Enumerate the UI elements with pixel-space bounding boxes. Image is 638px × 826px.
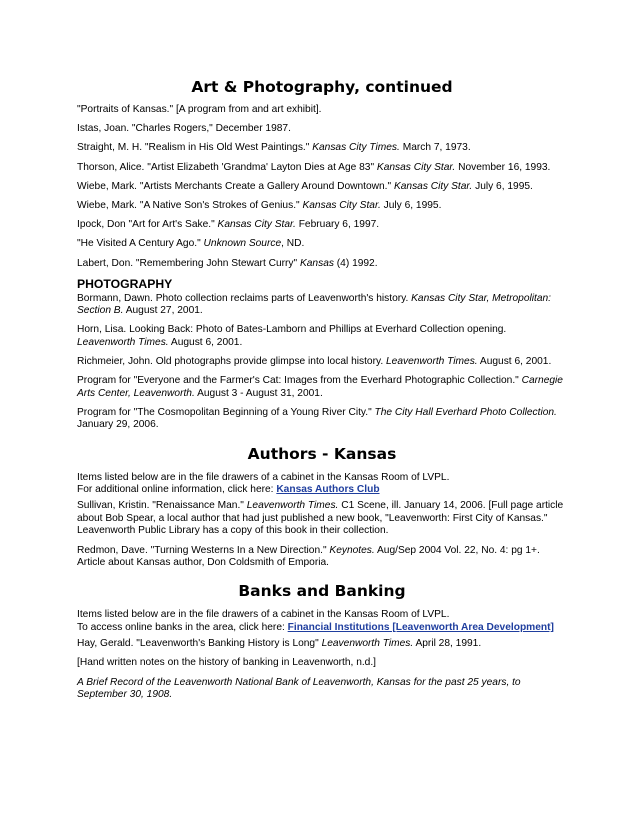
art-entry [77, 181, 567, 193]
banks-entries [77, 638, 567, 701]
entry-date: March 7, 1973. [399, 142, 471, 154]
art-entry [77, 162, 567, 174]
entry-text: Labert, Don. "Remembering John Stewart Curry" [77, 257, 300, 269]
entry-date: August 27, 2001. [123, 305, 203, 317]
banks-entry: A Brief Record of the Leavenworth National Bank of Leavenworth, Kansas for the past 25 years, to September 30, 1908. [77, 676, 521, 700]
entry-source: Keynotes. [329, 544, 375, 556]
entry-source: Leavenworth Times. [246, 500, 339, 512]
entry-text: Richmeier, John. Old photographs provide glimpse into local history. [77, 356, 386, 368]
entry-details: C1 Scene, ill. January 14, 2006. [Full page article about Bob Spear, a local author that had just published a new book, "Leavenworth: First City of Kansas." Leavenworth Public Library has a copy of this book in their collection. [77, 500, 564, 537]
entry-source: Kansas City Star, Metropolitan: Section B. [77, 292, 551, 317]
financial-institutions-link[interactable]: Financial Institutions [Leavenworth Area Development] [287, 621, 554, 633]
entry-date: February 6, 1997. [295, 219, 380, 231]
entry-text: Redmon, Dave. "Turning Westerns In a New Direction." [77, 544, 330, 556]
entry-date: , ND. [281, 238, 305, 250]
art-entry [77, 142, 567, 154]
art-entry [77, 123, 567, 135]
entry-text: Sullivan, Kristin. "Renaissance Man." [77, 500, 247, 512]
entry-date: July 6, 1995. [380, 200, 442, 212]
entry-date: April 28, 1991. [413, 638, 482, 650]
art-entry [77, 238, 567, 250]
entry-text: [Hand written notes on the history of banking in Leavenworth, n.d.] [77, 657, 377, 669]
entry-source: Kansas City Times. [312, 142, 400, 154]
entry-date: August 3 - August 31, 2001. [194, 387, 323, 399]
entry-text: Straight, M. H. "Realism in His Old West Paintings." [77, 142, 313, 154]
entry-text: Ipock, Don "Art for Art's Sake." [77, 219, 218, 231]
photography-entry [77, 375, 567, 400]
art-entry [77, 104, 567, 116]
entry-date: August 6, 2001. [168, 336, 243, 348]
authors-entry [77, 500, 567, 537]
entry-date: January 29, 2006. [77, 419, 159, 431]
authors-intro [77, 472, 567, 497]
entry-source: The City Hall Everhard Photo Collection. [374, 406, 557, 418]
entry-source: Leavenworth Times. [321, 638, 414, 650]
banks-entry [77, 657, 567, 669]
entry-source: Leavenworth Times. [386, 356, 478, 368]
photography-entries [77, 293, 567, 432]
photography-heading: PHOTOGRAPHY [77, 276, 173, 291]
intro-text: To access online banks in the area, click here: [77, 621, 288, 633]
entry-date: July 6, 1995. [472, 180, 533, 192]
entry-text: Horn, Lisa. Looking Back: Photo of Bates-Lamborn and Phillips at Everhard Collection opening. [77, 324, 507, 336]
entry-text: "Portraits of Kansas." [A program from and art exhibit]. [77, 104, 322, 115]
document-page [77, 74, 567, 708]
photography-entry [77, 407, 567, 432]
photography-entry [77, 293, 567, 318]
entry-source: Kansas [299, 257, 334, 269]
intro-text: For additional online information, click here: [77, 484, 277, 496]
art-entry [77, 258, 567, 270]
entry-source: Kansas City Star. [393, 180, 473, 192]
entry-text: Wiebe, Mark. "Artists Merchants Create a Gallery Around Downtown." [77, 180, 394, 192]
banks-intro [77, 609, 567, 634]
section-title-authors-kansas: Authors - Kansas [247, 444, 397, 463]
kansas-authors-club-link[interactable]: Kansas Authors Club [276, 484, 380, 496]
entry-source: Kansas City Star. [217, 219, 296, 231]
entry-text: Wiebe, Mark. "A Native Son's Strokes of Genius." [77, 200, 303, 212]
entry-date: (4) 1992. [333, 257, 378, 269]
entry-text: Bormann, Dawn. Photo collection reclaims parts of Leavenworth's history. [77, 292, 412, 304]
authors-entries [77, 500, 567, 569]
entry-text: Hay, Gerald. "Leavenworth's Banking History is Long" [77, 638, 322, 650]
banks-entry [77, 638, 567, 650]
art-entry [77, 219, 567, 231]
entry-source: Kansas City Star. [302, 200, 381, 212]
entry-text: Thorson, Alice. "Artist Elizabeth 'Grandma' Layton Dies at Age 83" [77, 161, 377, 173]
art-entry [77, 200, 567, 212]
intro-text: Items listed below are in the file drawers of a cabinet in the Kansas Room of LVPL. [77, 471, 450, 483]
entry-text: Istas, Joan. "Charles Rogers," December 1987. [77, 123, 291, 135]
section-title-art-photography: Art & Photography, continued [191, 78, 453, 96]
entry-date: November 16, 1993. [455, 161, 551, 173]
entry-source: Unknown Source [203, 238, 282, 250]
photography-entry [77, 324, 567, 349]
entry-details: Aug/Sep 2004 Vol. 22, No. 4: pg 1+. Article about Kansas author, Don Coldsmith of Emporia. [77, 544, 540, 568]
section-title-banks-banking: Banks and Banking [238, 582, 406, 601]
art-entries [77, 104, 567, 270]
entry-date: August 6, 2001. [477, 356, 552, 368]
entry-text: Program for "The Cosmopolitan Beginning of a Young River City." [77, 406, 375, 418]
entry-source: Carnegie Arts Center, Leavenworth. [77, 375, 563, 399]
photography-entry [77, 356, 567, 368]
entry-source: Leavenworth Times. [77, 336, 169, 348]
intro-text: Items listed below are in the file drawers of a cabinet in the Kansas Room of LVPL. [77, 609, 450, 621]
authors-entry [77, 545, 567, 570]
entry-source: Kansas City Star. [376, 161, 456, 173]
entry-text: Program for "Everyone and the Farmer's Cat: Images from the Everhard Photographic Collection." [77, 375, 522, 387]
entry-text: "He Visited A Century Ago." [77, 238, 204, 250]
